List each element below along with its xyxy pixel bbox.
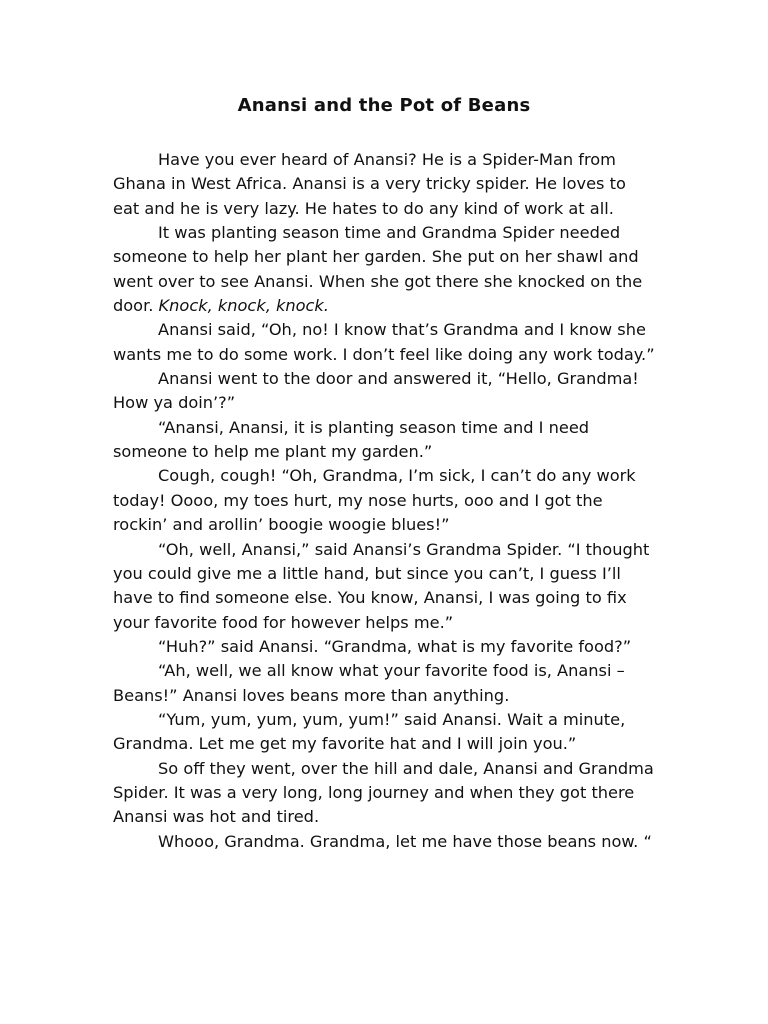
text-line: went over to see Anansi. When she got there she knocked on the xyxy=(113,271,643,291)
paragraph-8 xyxy=(113,635,653,659)
text-line: your favorite food for however helps me.” xyxy=(113,612,454,632)
story-body xyxy=(113,148,653,854)
text-line: How ya doin’?” xyxy=(113,393,236,413)
text-line: Ghana in West Africa. Anansi is a very tricky spider. He loves to xyxy=(113,174,626,194)
text-line: Whooo, Grandma. Grandma, let me have those beans now. “ xyxy=(158,831,652,851)
text-line: wants me to do some work. I don’t feel like doing any work today.” xyxy=(113,344,655,364)
paragraph-7 xyxy=(113,538,653,635)
paragraph-1 xyxy=(113,148,653,221)
text-line: It was planting season time and Grandma Spider needed xyxy=(158,223,621,243)
text-line: Anansi went to the door and answered it, “Hello, Grandma! xyxy=(158,369,639,389)
text-line: “Huh?” said Anansi. “Grandma, what is my favorite food?” xyxy=(158,636,632,656)
text-line: someone to help her plant her garden. She put on her shawl and xyxy=(113,247,639,267)
text-line: Have you ever heard of Anansi? He is a Spider-Man from xyxy=(158,150,616,169)
text-line xyxy=(113,294,653,318)
text-line: Grandma. Let me get my favorite hat and I will join you.” xyxy=(113,734,577,754)
text-line: eat and he is very lazy. He hates to do any kind of work at all. xyxy=(113,198,614,218)
text-line: you could give me a little hand, but since you can’t, I guess I’ll xyxy=(113,563,621,583)
paragraph-10 xyxy=(113,708,653,757)
paragraph-2 xyxy=(113,221,653,318)
text-fragment: door. xyxy=(113,296,159,316)
paragraph-12 xyxy=(113,830,653,854)
text-line: have to find someone else. You know, Anansi, I was going to fix xyxy=(113,588,627,608)
text-line: “Yum, yum, yum, yum, yum!” said Anansi. Wait a minute, xyxy=(158,709,626,729)
text-line: someone to help me plant my garden.” xyxy=(113,442,433,462)
text-line: today! Oooo, my toes hurt, my nose hurts, ooo and I got the xyxy=(113,490,603,510)
paragraph-5 xyxy=(113,416,653,465)
paragraph-4 xyxy=(113,367,653,416)
text-line: rockin’ and arollin’ boogie woogie blues!” xyxy=(113,515,450,535)
text-line: Beans!” Anansi loves beans more than anything. xyxy=(113,685,510,705)
paragraph-6 xyxy=(113,464,653,537)
text-line: Anansi was hot and tired. xyxy=(113,807,320,827)
text-line: Cough, cough! “Oh, Grandma, I’m sick, I can’t do any work xyxy=(158,466,636,486)
italic-text: Knock, knock, knock. xyxy=(158,296,329,316)
text-line: Spider. It was a very long, long journey and when they got there xyxy=(113,782,635,802)
text-line: Anansi said, “Oh, no! I know that’s Grandma and I know she xyxy=(158,320,646,340)
document-title: Anansi and the Pot of Beans xyxy=(237,95,531,116)
text-line: “Ah, well, we all know what your favorite food is, Anansi – xyxy=(158,661,625,681)
paragraph-11 xyxy=(113,757,653,830)
paragraph-9 xyxy=(113,659,653,708)
text-line: “Anansi, Anansi, it is planting season time and I need xyxy=(158,417,590,437)
text-line: “Oh, well, Anansi,” said Anansi’s Grandma Spider. “I thought xyxy=(158,539,650,559)
paragraph-3 xyxy=(113,318,653,367)
text-line: So off they went, over the hill and dale, Anansi and Grandma xyxy=(158,758,654,778)
